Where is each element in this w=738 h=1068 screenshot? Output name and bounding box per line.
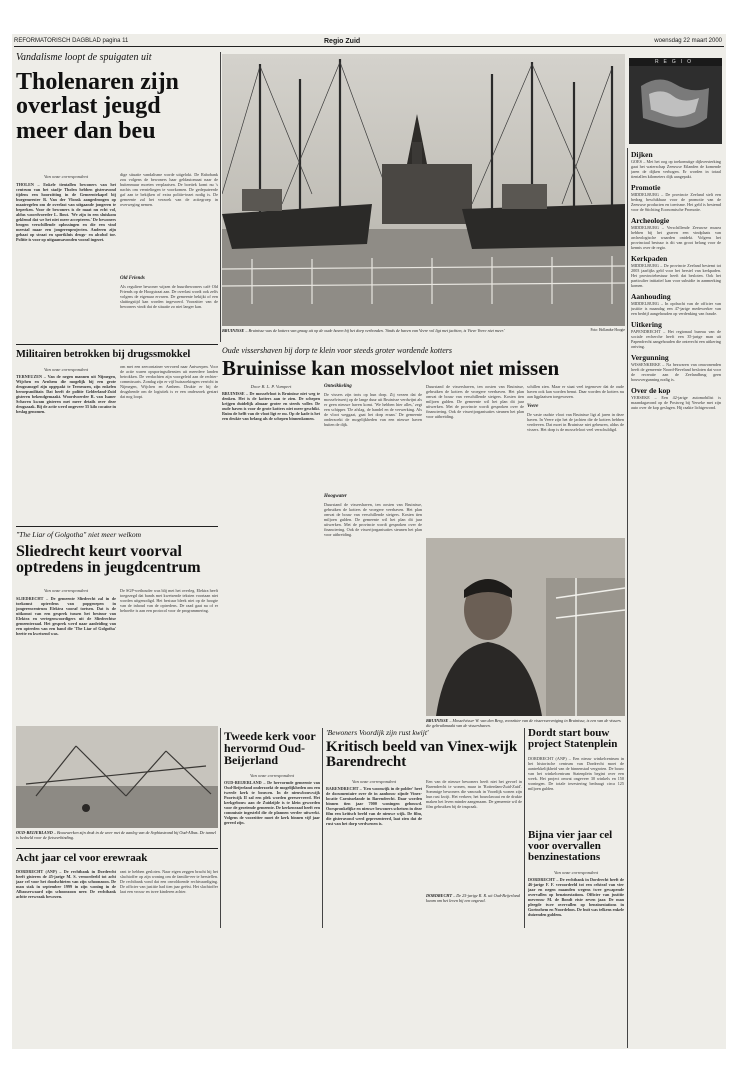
harbour-photo <box>222 54 625 326</box>
sidebar-section-text: GOES – Met het oog op toekomstige dijkversterking gaat het waterschap Zeeuwse Eilanden de komende jaren de dijken verhogen. Er worden in totaal tientallen kilometers dijk aangepakt. <box>631 159 721 179</box>
drugs-byline: Van onze correspondent <box>44 367 88 372</box>
bijna-column: DORDRECHT – De rechtbank in Dordrecht heeft de 46-jarige F. F. veroordeeld tot een celstraf van vier jaar en negen maanden wegens twee gewapende overvallen op benzinestations. Officier van justitie mevrouw M. de Bondt eiste zeven jaar. De man pleegde twee overvallen op benzinestations in Gorinchem en Noordeloos. De buit was telkens enkele duizenden guldens. <box>528 877 624 917</box>
bridge-photo <box>16 726 218 828</box>
bijna-byline: Van onze correspondent <box>554 870 598 875</box>
vinex-byline: Van onze correspondent <box>352 779 396 784</box>
header-section: Regio Zuid <box>324 38 361 45</box>
thole-kicker: Vandalisme loopt de spuigaten uit <box>16 52 152 63</box>
portrait-photo <box>426 538 625 716</box>
tweede-byline: Van onze correspondent <box>250 773 294 778</box>
bruinisse-subhead-3: Veere <box>527 404 539 409</box>
sidebar-section-text: MIDDELBURG – In opdracht van de officier van justitie is maandag een 47-jarige medewerker van een bedrijf aangehouden op verdenking van fraude. <box>631 301 721 316</box>
bruinisse-column-2b: Duurstand de vissershaven, ten oosten van Bruinisse, gebruiken de kotters de vroegere veerhaven. Het plan omvat de bouw van verschillende steigers. Kosten tien miljoen gulden. De gemeente wil het plan dit jaar uitwerken. Met de provincie wordt gesproken over de financiering. Ook de visserijorganisaties steunen het plan voor uitbreiding. <box>324 502 422 537</box>
sidebar-divider <box>627 148 628 1048</box>
vinex-caption: DORDRECHT – De 25-jarige R. R. uit Oud-Beijerland kwam om het leven bij een ongeval. <box>426 893 520 903</box>
sidebar-section <box>631 386 721 410</box>
vinex-column-2: Een van de nieuwe bewoners heeft niet het gevoel in Barendrecht te wonen, maar in 'Rotterdam-Zuid-Zuid'. Sommige bewoners die vanouds in Voordijk wonen zijn hun rust kwijt. Het verkeer, het bouwlawaai en de drukte maken het leven minder aangenaam. De gemeente wil de film gebruiken bij de inspraak. <box>426 779 522 809</box>
regio-title: REGIO <box>629 58 722 66</box>
header-left: REFORMATORISCH DAGBLAD pagina 11 <box>14 38 129 44</box>
sidebar-section <box>631 183 721 212</box>
acht-column-1: DORDRECHT (ANP) – De rechtbank in Dordrecht heeft gisteren de 45-jarige M. S. veroordeeld tot acht jaar cel voor het doodschieten van zijn schoonzoon. De man stak in september 1999 in zijn woning in de Albasserwaard zijn schoonzoon neer. De rechtbank achtte erewraak bewezen. <box>16 869 116 899</box>
sidebar-section <box>631 254 721 288</box>
header-rule <box>14 46 724 47</box>
sidebar-section-title: Over de kop <box>631 386 671 395</box>
bridge-illustration <box>16 726 218 828</box>
thole-subhead: Old Friends <box>120 276 145 281</box>
sidebar-section <box>631 216 721 250</box>
bruinisse-column-2: De vissers zijn trots op hun dorp. Zij vrezen dat de mosselvisserij op de lange duur uit Bruinisse verdwijnt als er geen nieuwe haven komt. 'We hebben hier alles,' zegt een schipper. 'De afslag, de handel en de verwerking. Als de vloot weggaat, gaat het dorp eraan.' De gemeente onderzoekt de mogelijkheden van een nieuwe haven buiten de dijk. <box>324 392 422 427</box>
sidebar-section-title: Promotie <box>631 183 661 192</box>
divider <box>322 728 323 928</box>
sidebar-section <box>631 292 721 316</box>
acht-headline: Acht jaar cel voor erewraak <box>16 852 148 864</box>
golgotha-column-2: De SGP-wethouder was blij met het overleg. Elektra heeft toegezegd dat bands met kwetsende teksten voortaan niet worden uitgenodigd. Het bestuur bleek niet op de hoogte van de inhoud van de optredens. De raad gaat na of er behoefte is aan een protocol voor de programmering. <box>120 588 218 613</box>
bruinisse-column-4b: De vaste oudste vloot van Bruinisse ligt al jaren in deze haven. In Veere zijn het de jachten die de kotters hebben verdreven. Dat moet in Bruinisse niet gebeuren, aldus de vissers. Het dorp is de mosselvloot veel verschuldigd. <box>527 412 624 432</box>
harbour-caption: BRUINISSE – Bruinisse was de kotters van graag uit op de oude haven bij het dorp verbonden. 'Sinds de haven van Veere vol ligt met jachten, is Vieve Veere niet meer.' Foto: Hollandse Hoogte <box>222 328 625 333</box>
sidebar-section-title: Kerkpaden <box>631 254 668 263</box>
acht-column-2: rant te hebben gesloten. Naar eigen zeggen bracht hij het slachtoffer op zijn woning om de familie-eer te herstellen. De rechtbank vond dat een onvoldoende rechtvaardiging. De officier van justitie had tien jaar geëist. Het slachtoffer laat een vrouw en twee kinderen achter. <box>120 869 218 894</box>
sidebar-section-text: YERSEKE – Een 42-jarige automobilist is maandagavond op de Postweg bij Yerseke met zijn auto over de kop geslagen. Hij raakte lichtgewond. <box>631 395 721 410</box>
regio-map-icon <box>629 66 722 144</box>
drugs-headline: Militairen betrokken bij drugssmokkel <box>16 349 191 360</box>
thole-byline: Van onze correspondent <box>44 174 88 179</box>
sidebar-section-title: Aanhouding <box>631 292 671 301</box>
golgotha-kicker: "The Liar of Golgotha" niet meer welkom <box>16 530 142 539</box>
bruinisse-column-1: BRUINISSE – De mosselvloot is Bruinisse niet weg te denken. Het is de kotters aan te zien. De schepen krijgen duidelijk almaar groter en steeds voller. De oude haven is voor de grote kotters niet meer geschikt. Ruim de helft van de vloot ligt er nu. Op de kade is het een drukte van belang als de schepen binnenkomen. <box>222 391 320 421</box>
bijna-headline: Bijna vier jaar cel voor overvallen benzinestations <box>528 829 613 864</box>
divider <box>220 52 221 342</box>
sidebar-section-text: PAPENDRECHT – Het regionaal bureau van de sociale recherche heeft een 35-jarige man uit Papendrecht aangehouden die onterecht een uitkering ontving. <box>631 329 721 349</box>
section-rule <box>16 344 218 345</box>
sidebar-section-text: MIDDELBURG – De provincie Zeeland stelt een bedrag beschikbaar voor de promotie van de Zeeuwse producten en toerisme. Het geld is bestemd voor de Stichting Economische Promotie. <box>631 192 721 212</box>
drugs-column-1: TERNEUZEN – Van de negen mannen uit Nijmegen, Wijchen en Arnhem die mogelijk bij een grote drugssmogel zijn opgepakt te Terneuzen, zijn enkelen beroepsmilitair. Dat heeft de politie Gelderland-Zuid gisteren bekendgemaakt. Woordvoerder R. van Isaner Schaven kwam gisteren met meer details over deze drugszaak. Bij de actie werd ongeveer 55 kilo cocaïne in beslag genomen. <box>16 374 116 414</box>
bridge-caption: OUD-BEIJERLAND – Bouwwerken zijn druk in de weer met de aanleg van de Sophiastrand bij Oud-Albas. De tunnel is bedoeld voor de fietsverbinding. <box>16 830 217 840</box>
drugs-column-2: om met een zeecontainer vervoerd naar Antwerpen. Voor de actie waren opsporingsdiensten uit meerdere landen betrokken. De verdachten zijn voorgeleid aan de rechter-commissaris. Zondag zijn er vijf huiszoekingen verricht in Nijmegen, Wijchen en Arnhem. Drukte er bij de drugsbende om de logistiek is er een onderzoek gestart dat nog loopt. <box>120 364 218 399</box>
bruinisse-headline: Bruinisse kan mosselvloot niet missen <box>222 356 560 380</box>
sidebar-section-text: WISSENKERKE – Na bezwaren van omwonenden heeft de gemeente Noord-Beveland besloten dat voor de recreatie aan de Zeelandbrug geen bouwvergunning nodig is. <box>631 362 721 382</box>
regio-sidebar <box>631 150 721 1045</box>
vinex-kicker: 'Bewoners Voordijk zijn rust kwijt' <box>326 728 429 737</box>
sidebar-section-text: MIDDELBURG – De provincie Zeeland bestemt tot 2003 jaarlijks geld voor het herstel van kerkpaden. Het provinciebestuur heeft dat besloten. Ook het particulier initiatief kan voor subsidie in aanmerking komen. <box>631 263 721 288</box>
sidebar-section-title: Vergunning <box>631 353 669 362</box>
sidebar-section-title: Archeologie <box>631 216 670 225</box>
portrait-caption: BRUINISSE – Mosselvisser W. van den Berg, voorzitter van de vissersvereniging in Bruinisse, is een van de vissers die gebruikmaakt van de vissershaven. <box>426 718 621 728</box>
golgotha-headline: Sliedrecht keurt voorval optredens in jeugdcentrum <box>16 543 201 577</box>
dordt-column: DORDRECHT (ANP) – Een nieuw winkelcentrum in het historische centrum van Dordrecht moet de aantrekkelijkheid van de binnenstad vergroten. De bouw van het winkelcentrum Statenplein begint over een week. Het project omvat ongeveer 30 winkels en 150 woningen. De totale investering bedraagt circa 125 miljoen gulden. <box>528 756 624 791</box>
tweede-headline: Tweede kerk voor hervormd Oud-Beijerland <box>224 729 316 768</box>
golgotha-byline: Van onze correspondent <box>44 588 88 593</box>
portrait-illustration <box>426 538 625 716</box>
section-rule <box>16 526 218 527</box>
sidebar-section <box>631 320 721 349</box>
divider <box>524 728 525 928</box>
thole-column-2: dige situatie vandalisme worde uitgelokt. De Rabobank zou volgens de bewoners haar geldautomaat naar de buitenmuur moeten verplaatsen. De boetiek komt nu 's nachts om vernielingen te voorkomen. De gedeputeerde gaf aan te bekijken of extra politie-inzet nodig is. De gemeente zal het verzoek van de actiegroep in overweging nemen. <box>120 172 218 207</box>
bruinisse-kicker: Oude vissershaven bij dorp te klein voor steeds groter wordende kotters <box>222 346 453 355</box>
bruinisse-subhead-2: Hoogwater <box>324 494 347 499</box>
bruinisse-column-3: Duurstand de vissershaven, ten oosten van Bruinisse, gebruiken de kotters de vroegere veerhaven. Het plan omvat de bouw van verschillende steigers. Kosten tien miljoen gulden. De gemeente wil het plan dit jaar uitwerken. Met de provincie wordt gesproken over de financiering. Ook de visserijorganisaties steunen het plan voor uitbreiding. <box>426 384 524 419</box>
sidebar-section-title: Dijken <box>631 150 653 159</box>
sidebar-section-title: Uitkering <box>631 320 662 329</box>
thole-column-1: THOLEN – Enkele tientallen bewoners van het centrum van het stadje Tholen hebben gisteravond tijdens een hoorzitting in de Gemeentekapel bij burgemeester R. Van der Vlonsk aangedrongen op maatregelen om de overlast van uitgaande jongeren te beperken. Voor de bewoners is de maat nu echt vol, aldus woordvoerder L. Bout. 'We zijn in een sluiskom geklemd dat we het niet meer accepteren.' De bewoners beogen verschillende oplossingen en die een vind meestal maar een jongerenprojecten. Anderen zijn gebaat op straat en sportkluis drugs- en alcohol toe. Politie is voor op uitgaansavonden vooral ingezet. <box>16 182 116 242</box>
dordt-headline: Dordt start bouw project Statenplein <box>528 727 618 751</box>
vinex-column-1: BARENDRECHT – 'Een woonwijk in de polder' heet de documentaire over de in aanbouw zijnde Vinex-locatie Carnisselande in Barendrecht. Daar worden binnen tien jaar 7000 woningen gebouwd. Oorspronkelijke en nieuwe bewoners schetsen in deze film een kritisch beeld van de nieuwe wijk. De film, die gisteravond werd gepresenteerd, laat zien dat de rust van het dorp verdwenen is. <box>326 786 422 826</box>
thole-column-3: Als reguliere bewoner wijzen de buurtbewoners café Old Friends op de Hoogstraat aan. De overlast wordt ook zelfs volgens de eigenaar ervaren. De gemeente bekijkt of een sluitingstijd kan worden ingevoerd. Voorzitter van de bewoners vindt dat de situatie zo niet langer kan. <box>120 284 218 309</box>
header-date: woensdag 22 maart 2000 <box>654 38 722 44</box>
golgotha-column-1: SLIEDRECHT – De gemeente Sliedrecht zal in de toekomst optredens van popgroepen in jongerencentrum Elektra vooraf toetsen. Dat is de uitkomst van een gesprek tussen het bestuur van Elektra en vertegenwoordigers uit de Sliedrechtse gemeenteraad. Het gesprek werd naar aanleiding van een optreden van een band die 'The Liar of Golgotha' heette en kwetsend was. <box>16 596 116 636</box>
thole-headline: Tholenaren zijn overlast jeugd meer dan beu <box>16 69 179 144</box>
bruinisse-byline: Door B. L. P. Vumpert <box>250 384 292 389</box>
harbour-illustration <box>222 54 625 326</box>
bruinisse-column-4: schillen zien. Maar er staat veel tegenover dat de oude haven ook kan worden benut. Daar worden de kotters nu aan ligplaatsen toegewezen. <box>527 384 624 399</box>
sidebar-section-text: MIDDELBURG – Verschillende Zeeuwse musea hebben bij het graven een vindplaats van archeologische waarden ontdekt. Volgens het provinciaal bestuur is dit van groot belang voor de kennis over de regio. <box>631 225 721 250</box>
sidebar-section <box>631 150 721 179</box>
tweede-column-1: OUD-BEIJERLAND – De hervormde gemeente van Oud-Beijerland onderzoekt de mogelijkheden om een tweede kerk te bouwen. In de nieuwbouwwijk Poortwijk II zal een plek worden gereserveerd. Het kerkgebouw aan de Zuidzijde is te klein geworden voor de groeiende gemeente. De kerkenraad heeft een commissie ingesteld die de plannen verder uitwerkt. Volgens de voorzitter moet de kerk binnen vijf jaar gereed zijn. <box>224 780 320 825</box>
sidebar-section <box>631 353 721 382</box>
divider <box>220 728 221 928</box>
vinex-headline: Kritisch beeld van Vinex-wijk Barendrecht <box>326 739 518 771</box>
section-rule <box>16 848 218 849</box>
photo-credit: Foto: Hollandse Hoogte <box>590 328 625 332</box>
regio-header <box>629 58 722 144</box>
bruinisse-subhead-1: Ontwikkeling <box>324 384 352 389</box>
